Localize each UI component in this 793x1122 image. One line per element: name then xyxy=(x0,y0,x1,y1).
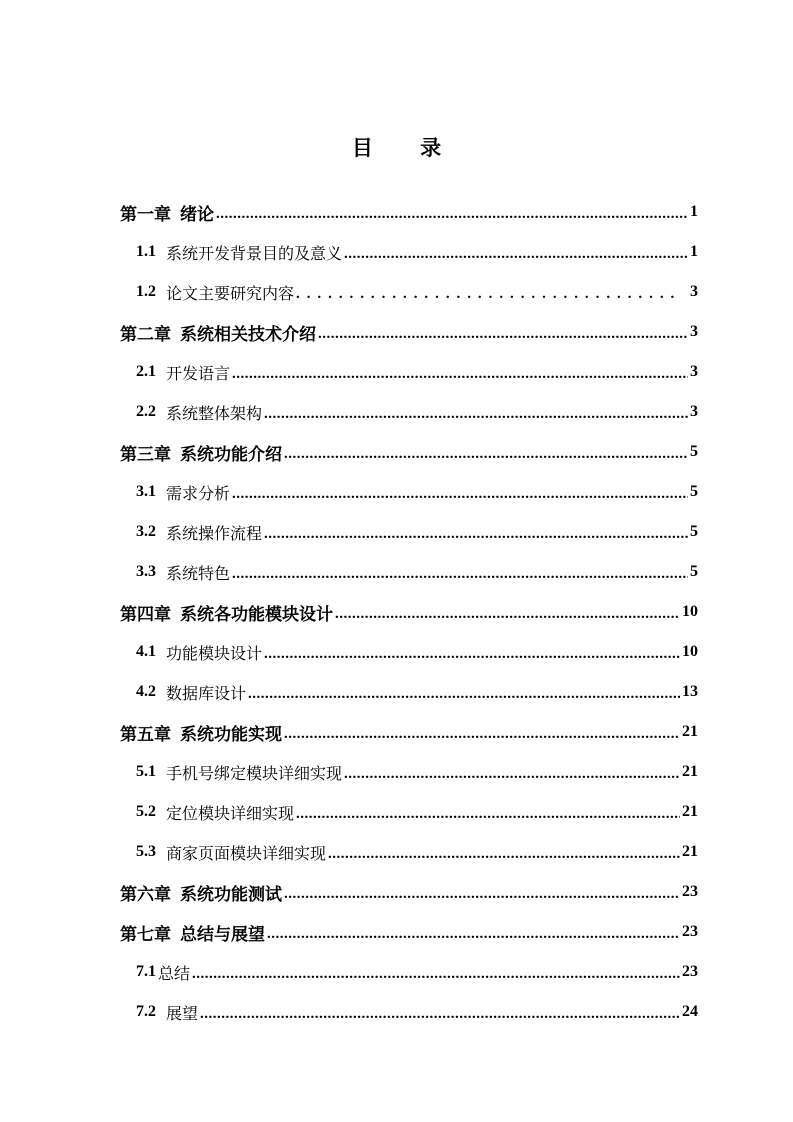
section-number: 1.2 xyxy=(136,283,156,300)
dot-leader xyxy=(318,326,688,343)
section-title: 需求分析 xyxy=(166,483,231,503)
page-number: 21 xyxy=(682,803,698,820)
chapter-title: 绪论 xyxy=(180,204,214,225)
chapter-label: 第一章 xyxy=(120,204,171,225)
section-number: 5.2 xyxy=(136,803,156,820)
chapter-label: 第三章 xyxy=(120,444,171,465)
toc-section-1-1[interactable] xyxy=(120,232,698,272)
toc-section-3-2[interactable] xyxy=(120,512,698,552)
page-number: 3 xyxy=(690,403,698,420)
dot-leader xyxy=(328,846,680,863)
chapter-label: 第二章 xyxy=(120,324,171,345)
chapter-label: 第五章 xyxy=(120,724,171,745)
section-title: 商家页面模块详细实现 xyxy=(166,843,327,863)
page-number: 5 xyxy=(690,523,698,540)
chapter-title: 总结与展望 xyxy=(180,924,265,945)
section-title: 系统开发背景目的及意义 xyxy=(166,243,343,263)
toc-chapter-6[interactable] xyxy=(120,872,698,912)
section-title: 开发语言 xyxy=(166,363,231,383)
section-number: 3.1 xyxy=(136,483,156,500)
toc-section-4-2[interactable] xyxy=(120,672,698,712)
toc-chapter-4[interactable] xyxy=(120,592,698,632)
toc-section-7-2[interactable] xyxy=(120,992,698,1032)
section-number: 7.2 xyxy=(136,1003,156,1020)
page-number: 21 xyxy=(682,843,698,860)
section-title: 系统操作流程 xyxy=(166,523,263,543)
page-number: 10 xyxy=(682,603,698,620)
toc-chapter-1[interactable] xyxy=(120,192,698,232)
page-number: 23 xyxy=(682,963,698,980)
page-number: 5 xyxy=(690,563,698,580)
chapter-title: 系统功能实现 xyxy=(180,724,282,745)
section-title: 手机号绑定模块详细实现 xyxy=(166,763,343,783)
page-number: 10 xyxy=(682,643,698,660)
toc-section-5-2[interactable] xyxy=(120,792,698,832)
section-number: 3.3 xyxy=(136,563,156,580)
dot-leader xyxy=(284,446,688,463)
dot-leader xyxy=(232,366,688,383)
chapter-label: 第四章 xyxy=(120,604,171,625)
toc-section-1-2[interactable] xyxy=(120,272,698,312)
page-number: 23 xyxy=(682,923,698,940)
section-title: 总结 xyxy=(158,963,191,983)
toc-section-5-3[interactable] xyxy=(120,832,698,872)
dot-leader xyxy=(216,206,688,223)
section-number: 7.1 xyxy=(136,963,156,980)
page-number: 21 xyxy=(682,763,698,780)
dot-leader xyxy=(267,926,680,943)
page-number: 1 xyxy=(690,203,698,220)
dot-leader xyxy=(284,726,680,743)
toc-section-5-1[interactable] xyxy=(120,752,698,792)
dot-leader xyxy=(232,486,688,503)
chapter-title: 系统功能测试 xyxy=(180,884,282,905)
section-number: 2.2 xyxy=(136,403,156,420)
table-of-contents xyxy=(120,192,698,1032)
dot-leader xyxy=(296,806,680,823)
page-number: 13 xyxy=(682,683,698,700)
section-number: 4.1 xyxy=(136,643,156,660)
section-title: 系统特色 xyxy=(166,563,231,583)
toc-section-2-1[interactable] xyxy=(120,352,698,392)
dot-leader xyxy=(200,1006,680,1023)
section-number: 5.1 xyxy=(136,763,156,780)
toc-section-3-1[interactable] xyxy=(120,472,698,512)
section-number: 5.3 xyxy=(136,843,156,860)
section-title: 数据库设计 xyxy=(166,683,247,703)
dot-leader xyxy=(296,286,680,303)
dot-leader xyxy=(344,766,680,783)
page-number: 3 xyxy=(690,363,698,380)
chapter-label: 第六章 xyxy=(120,884,171,905)
toc-section-3-3[interactable] xyxy=(120,552,698,592)
section-number: 3.2 xyxy=(136,523,156,540)
page-number: 23 xyxy=(682,883,698,900)
dot-leader xyxy=(192,966,680,983)
dot-leader xyxy=(264,406,688,423)
page-number: 21 xyxy=(682,723,698,740)
section-title: 功能模块设计 xyxy=(166,643,263,663)
dot-leader xyxy=(335,606,680,623)
toc-chapter-2[interactable] xyxy=(120,312,698,352)
dot-leader xyxy=(232,566,688,583)
section-title: 论文主要研究内容 xyxy=(166,283,295,303)
dot-leader xyxy=(248,686,680,703)
toc-section-2-2[interactable] xyxy=(120,392,698,432)
chapter-title: 系统功能介绍 xyxy=(180,444,282,465)
dot-leader xyxy=(264,646,680,663)
page-number: 3 xyxy=(690,283,698,300)
section-title: 展望 xyxy=(166,1003,199,1023)
dot-leader xyxy=(264,526,688,543)
section-number: 2.1 xyxy=(136,363,156,380)
chapter-title: 系统各功能模块设计 xyxy=(180,604,333,625)
page-number: 5 xyxy=(690,483,698,500)
chapter-label: 第七章 xyxy=(120,924,171,945)
chapter-title: 系统相关技术介绍 xyxy=(180,324,316,345)
page-number: 5 xyxy=(690,443,698,460)
page-number: 3 xyxy=(690,323,698,340)
toc-chapter-3[interactable] xyxy=(120,432,698,472)
toc-section-7-1[interactable] xyxy=(120,952,698,992)
dot-leader xyxy=(344,246,688,263)
page-number: 24 xyxy=(682,1003,698,1020)
page-number: 1 xyxy=(690,243,698,260)
section-number: 1.1 xyxy=(136,243,156,260)
section-title: 定位模块详细实现 xyxy=(166,803,295,823)
page-title: 目 录 xyxy=(351,136,462,160)
section-number: 4.2 xyxy=(136,683,156,700)
dot-leader xyxy=(284,886,680,903)
toc-section-4-1[interactable] xyxy=(120,632,698,672)
toc-chapter-7[interactable] xyxy=(120,912,698,952)
toc-chapter-5[interactable] xyxy=(120,712,698,752)
section-title: 系统整体架构 xyxy=(166,403,263,423)
